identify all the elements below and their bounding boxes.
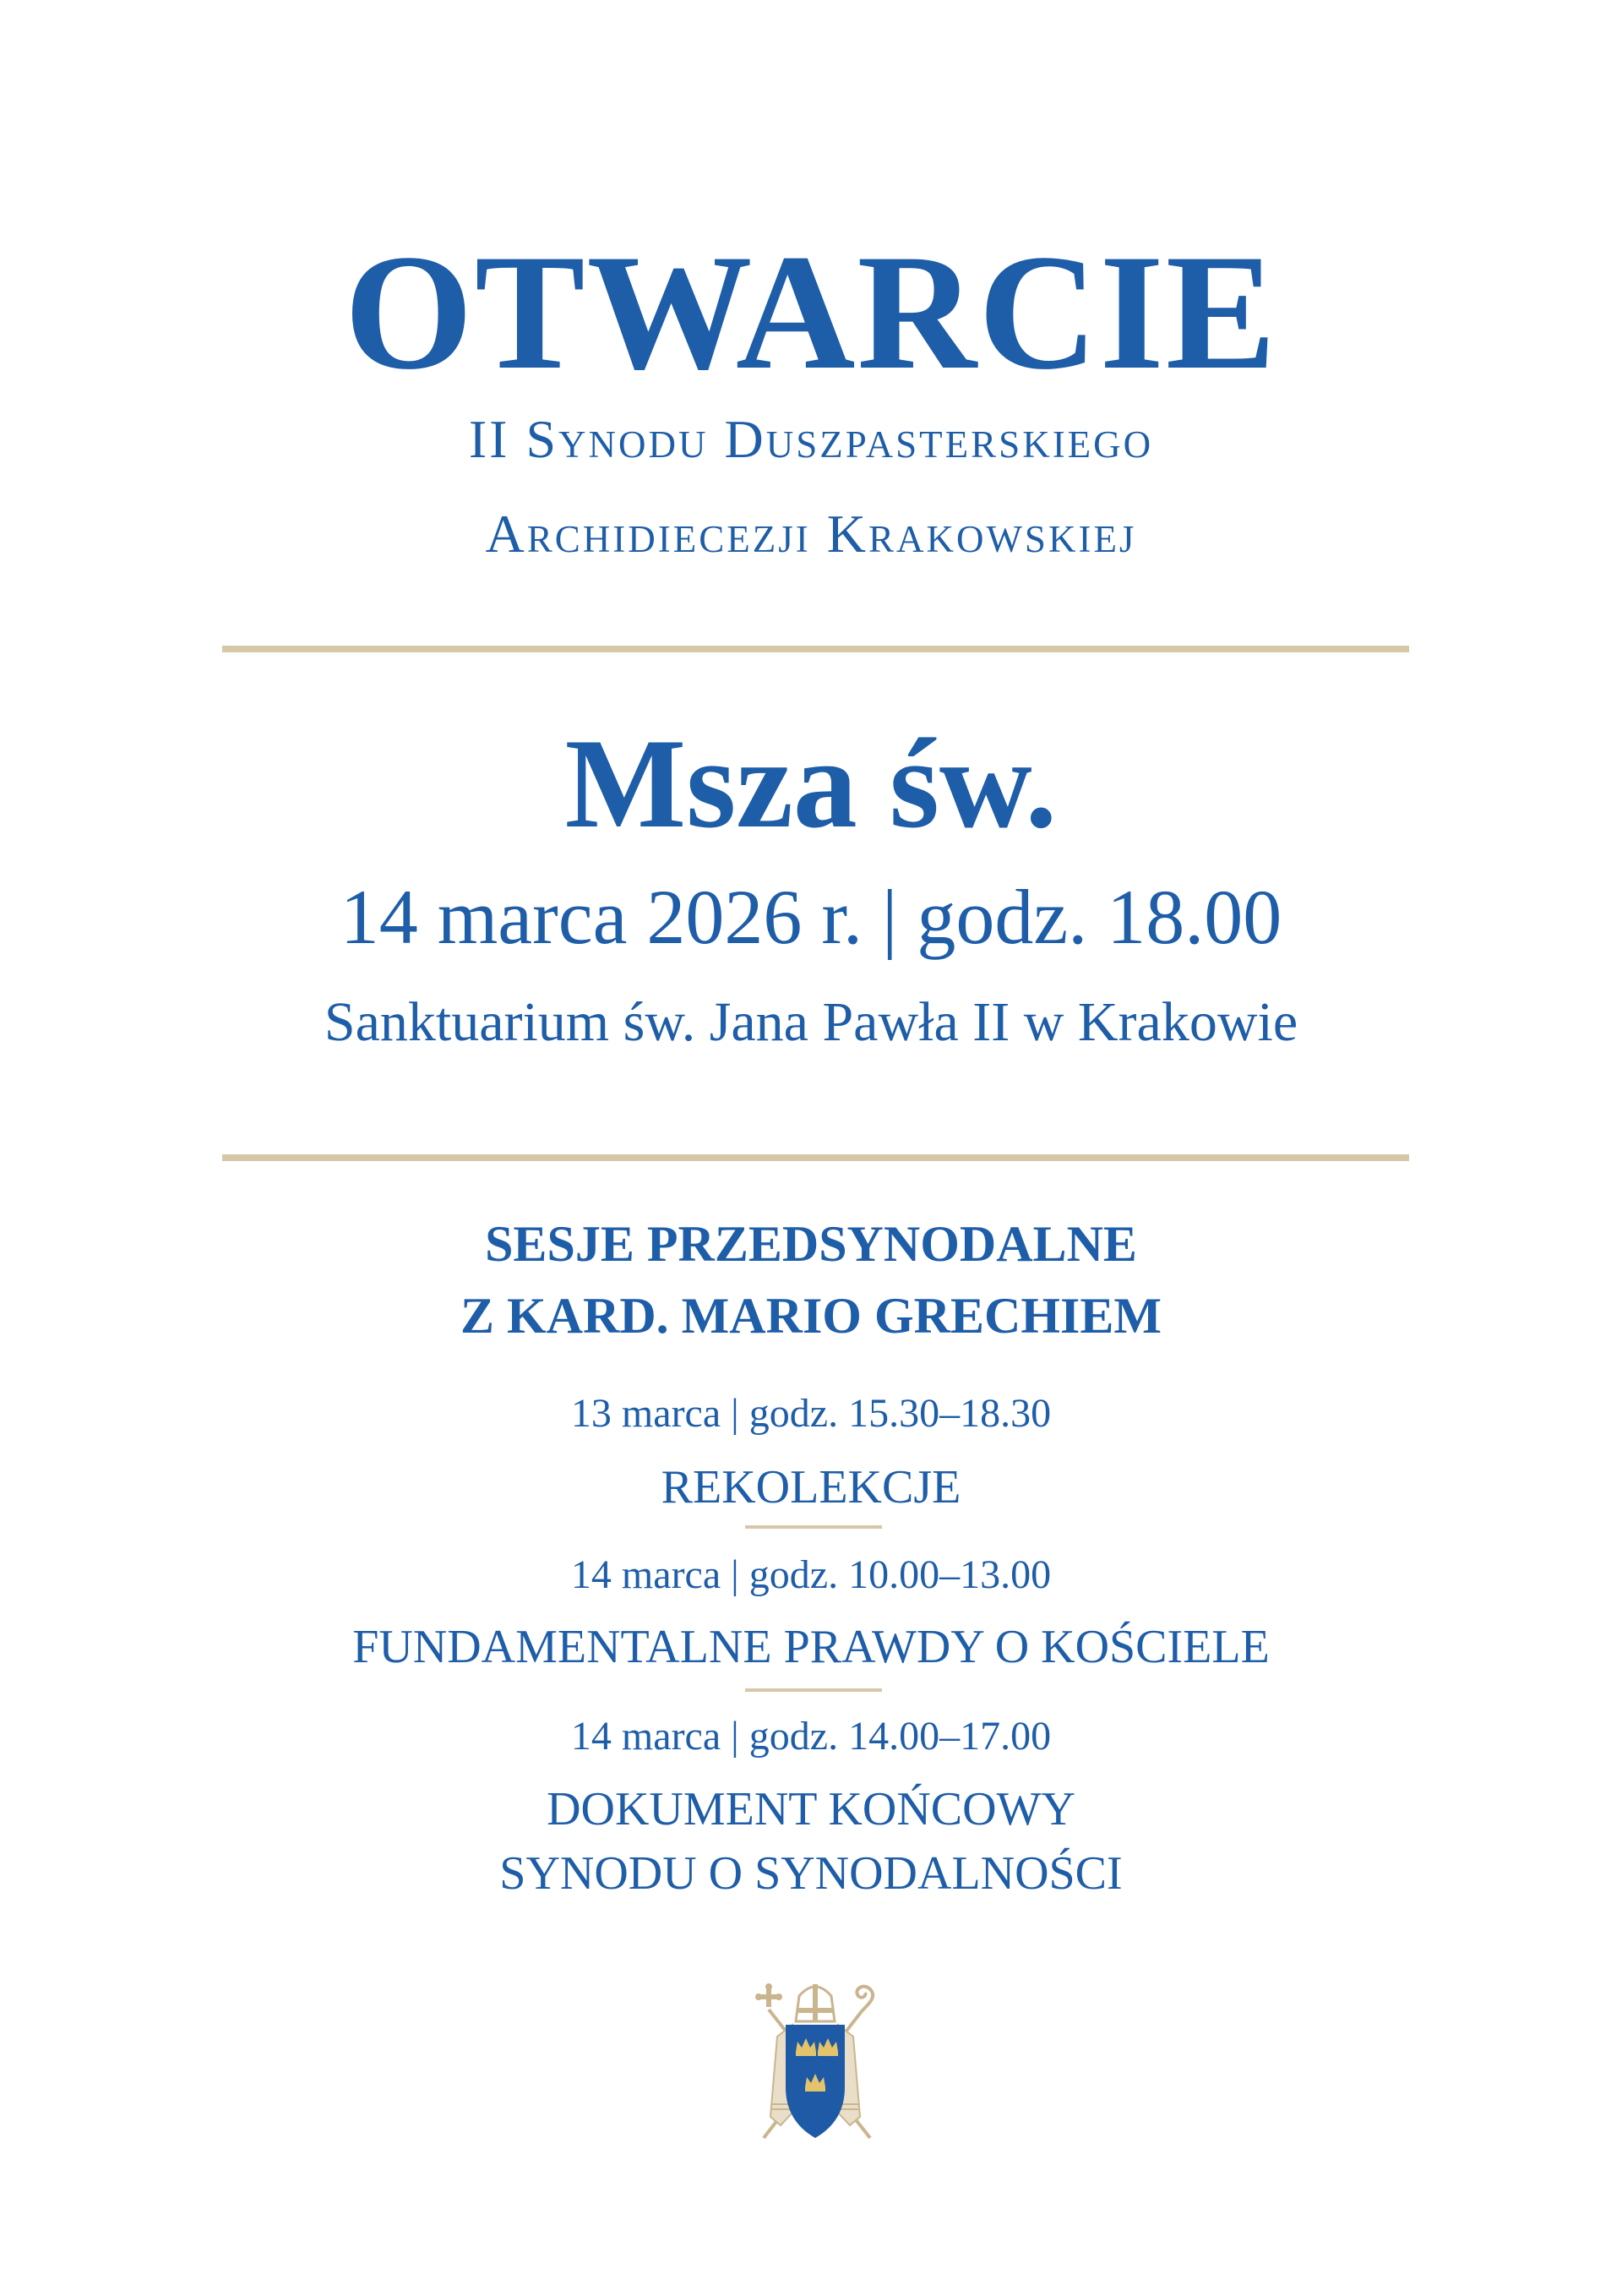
session-1-topic: REKOLEKCJE xyxy=(661,1461,961,1513)
mass-place: Sanktuarium św. Jana Pawła II w Krakowie xyxy=(324,991,1298,1053)
session-2-time: 14 marca | godz. 10.00–13.00 xyxy=(570,1552,1052,1597)
session-3-topic-line-1: DOKUMENT KOŃCOWY xyxy=(547,1783,1075,1835)
session-divider xyxy=(745,1525,882,1529)
mass-title: Msza św. xyxy=(564,712,1058,854)
session-2-topic: FUNDAMENTALNE PRAWDY O KOŚCIELE xyxy=(352,1621,1270,1673)
session-divider xyxy=(745,1688,882,1692)
mass-date-time: 14 marca 2026 r. | godz. 18.00 xyxy=(340,874,1282,960)
sessions-title-line-1: SESJE PRZEDSYNODALNE xyxy=(485,1216,1137,1272)
session-3-time: 14 marca | godz. 14.00–17.00 xyxy=(570,1714,1052,1759)
archdiocese-coat-of-arms-icon xyxy=(743,1977,887,2155)
divider-bottom xyxy=(222,1154,1409,1161)
divider-top xyxy=(222,646,1409,652)
page-title: OTWARCIE xyxy=(344,221,1278,404)
subtitle-line-1: II Synodu Duszpasterskiego xyxy=(468,409,1154,469)
subtitle-line-2: Archidiecezji Krakowskiej xyxy=(485,504,1137,564)
sessions-title-line-2: Z KARD. MARIO GRECHIEM xyxy=(460,1288,1162,1344)
session-3-topic-line-2: SYNODU O SYNODALNOŚCI xyxy=(499,1847,1123,1900)
session-1-time: 13 marca | godz. 15.30–18.30 xyxy=(570,1391,1052,1436)
